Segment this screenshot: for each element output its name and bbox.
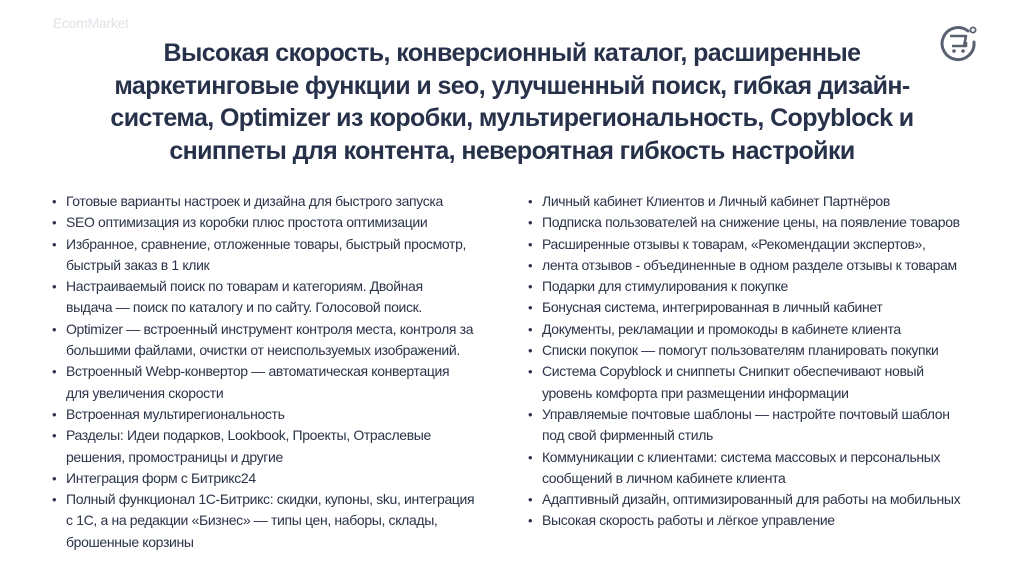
feature-list-item: [528, 447, 998, 490]
title-line: Высокая скорость, конверсионный каталог, расширенные: [163, 39, 861, 67]
feature-text-line: • Полный функционал 1С-Битрикс: скидки, купоны, sku, интеграция: [66, 491, 475, 508]
feature-text-line: • Расширенные отзывы к товарам, «Рекомендации экспертов»,: [542, 235, 926, 252]
feature-list-item: [528, 361, 998, 404]
feature-text-line: • Подписка пользователей на снижение цены, на появление товаров: [542, 214, 960, 231]
feature-text-line: • Интеграция форм с Битрикс24: [66, 469, 256, 486]
feature-text-line: • лента отзывов - объединенные в одном разделе отзывы к товарам: [542, 256, 957, 273]
title-line: маркетинговые функции и seo, улучшенный поиск, гибкая дизайн-: [114, 71, 910, 100]
feature-list-item: [52, 234, 512, 277]
feature-text-line: • Управляемые почтовые шаблоны — настройте почтовый шаблон: [542, 405, 950, 422]
feature-text-line: • Встроенный Webp-конвертор — автоматическая конвертация: [66, 363, 450, 380]
feature-text-line: • SEO оптимизация из коробки плюс простота оптимизации: [66, 214, 428, 231]
feature-text-line: под свой фирменный стиль: [542, 427, 713, 444]
feature-list-item: [528, 319, 998, 340]
feature-text-line: сообщений в личном кабинете клиента: [542, 469, 786, 486]
feature-text-line: • Коммуникации с клиентами: система массовых и персональных: [542, 448, 941, 465]
feature-list-item: [528, 510, 998, 531]
feature-text-line: • Личный кабинет Клиентов и Личный кабинет Партнёров: [542, 193, 890, 209]
feature-text-line: • Бонусная система, интегрированная в личный кабинет: [542, 299, 883, 316]
feature-text-line: • Настраиваемый поиск по товарам и категориям. Двойная: [66, 278, 423, 295]
feature-list-item: [52, 489, 512, 553]
feature-list-item: [52, 425, 512, 468]
feature-list-item: [528, 297, 998, 318]
page-title: [0, 37, 1024, 167]
feature-text-line: • Разделы: Идеи подарков, Lookbook, Проекты, Отраслевые: [66, 427, 431, 444]
feature-text-line: быстрый заказ в 1 клик: [66, 256, 210, 273]
feature-text-line: • Подарки для стимулирования к покупке: [542, 278, 788, 295]
features-list-right: [528, 191, 998, 532]
feature-list-item: [52, 404, 512, 425]
title-line: система, Optimizer из коробки, мультирегиональность, Copyblock и: [110, 104, 914, 132]
feature-list-item: [52, 191, 512, 212]
feature-list-item: [52, 361, 512, 404]
feature-list-item: [528, 489, 998, 510]
feature-text-line: • Документы, рекламации и промокоды в кабинете клиента: [542, 320, 901, 337]
feature-list-item: [528, 276, 998, 297]
feature-text-line: • Встроенная мультирегиональность: [66, 405, 285, 422]
feature-text-line: • Адаптивный дизайн, оптимизированный для работы на мобильных: [542, 491, 961, 508]
features-list-left: [52, 191, 512, 553]
feature-list-item: [528, 404, 998, 447]
feature-text-line: • Система Copyblock и сниппеты Снипкит обеспечивают новый: [542, 363, 924, 380]
feature-list-item: [528, 212, 998, 233]
feature-text-line: с 1С, а на редакции «Бизнес» — типы цен, наборы, склады,: [66, 512, 438, 529]
feature-text-line: • Optimizer — встроенный инструмент контроля места, контроля за: [66, 320, 474, 337]
brand-name: EcomMarket: [53, 15, 129, 31]
feature-text-line: • Списки покупок — помогут пользователям планировать покупки: [542, 342, 939, 359]
feature-list-item: [528, 340, 998, 361]
feature-text-line: уровень комфорта при размещении информации: [542, 384, 849, 401]
feature-text-line: • Избранное, сравнение, отложенные товары, быстрый просмотр,: [66, 235, 467, 252]
feature-text-line: большими файлами, очистки от неиспользуемых изображений.: [66, 342, 460, 359]
feature-list-item: [528, 191, 998, 212]
feature-text-line: решения, промостраницы и другие: [66, 448, 283, 465]
feature-list-item: [52, 212, 512, 233]
feature-list-item: [52, 276, 512, 319]
feature-text-line: для увеличения скорости: [66, 384, 224, 401]
feature-list-item: [528, 234, 998, 255]
feature-list-item: [52, 468, 512, 489]
feature-text-line: брошенные корзины: [66, 533, 194, 550]
feature-text-line: выдача — поиск по каталогу и по сайту. Голосовой поиск.: [66, 299, 422, 316]
title-line: сниппеты для контента, невероятная гибкость настройки: [169, 136, 855, 165]
feature-list-item: [528, 255, 998, 276]
feature-list-item: [52, 319, 512, 362]
feature-text-line: • Высокая скорость работы и лёгкое управление: [542, 512, 835, 529]
feature-text-line: • Готовые варианты настроек и дизайна для быстрого запуска: [66, 193, 443, 209]
